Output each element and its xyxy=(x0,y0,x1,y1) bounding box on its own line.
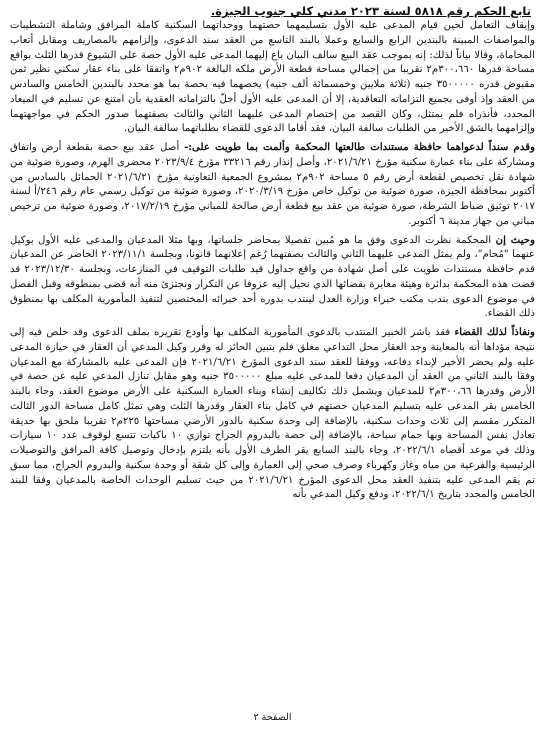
page-number: الصفحة ٢ xyxy=(253,712,292,723)
paragraph-documents xyxy=(10,140,535,230)
paragraph-text: وإيقاف التعامل لحين قيام المدعى عليه الأول بتسليمهما حصتهما ووحداتهما السكنية كاملة المرافق وشاملة التشطيبات والمواصفات المبينة بالبندين الرابع والسابع وعملا بالبند التاسع من العقد سند الدعوى، وإلزامهم بالمصاريف ومقابل أتعاب المحاماة، وقالا بياناً لذلك: إنه بموجب عقد البيع سالف البيان باع إليهما المدعى عليه الأول حصة على الشيوع قدرها الثلث بواقع مساحة قدرها ٣٠٠،٦٦٠م٢ تقريبا من إجمالي مساحة قطعة الأرض ملكه البالغة ٩٠٢م٢ واتفقا على بناء عقار سكني نظير ثمن مقبوض قدره ٣٥٠٠٠٠٠ جنيه (ثلاثة ملايين وخمسمائة ألف جنيه) يخصهما فيه بحصة بما هو محدد بالبندين الخامس والسادس من العقد وإذ أوفى بجميع التزاماته التعاقدية، إلا أن المدعى عليه الأول أخلّ بالتزاماته العقدية بأن امتنع عن تسليم في الميعاد المحدد، فأنذراه فلم يمتثل، وكان القصد من إختصام المدعى عليهما الثاني والثالث بصفتهما صدور الحكم في مواجهتهما وإلزامهما بالشق الأخير من الطلبات سالفة البيان، فقد أقاما الدعوى للقضاء بطلباتهما سالفة البيان. xyxy=(10,20,535,135)
paragraph-expert-report xyxy=(10,325,535,503)
paragraph-lead: ونفاذاً لذلك القضاء xyxy=(454,326,535,338)
paragraph-text: فقد باشر الخبير المنتدب بالدعوى المأمورية المكلف بها وأودع تقريره بملف الدعوى وقد خلص فيه إلى نتيجة مؤداها أنه بالمعاينة وجد العقار محل التداعي مغلق فلم يتبين الحائز له وقرر وكيل المدعي أن العقار في حيازة المدعى عليه ولم يحضر الأخير لإبداء دفاعه، ووفقا للعقد سند الدعوى المؤرخ ٢٠٢١/٦/٢١ فإن المدعى عليه بالمشاركة مع المدعيان وفقا بالبند الثاني من العقد أن المدعيان دفعا للمدعى عليه مبلغ ٣٥٠٠٠٠٠ جنيه وهو مقابل تنازل المدعي عليه عن حصة في الأرض وقدرها ٣٠٠،٦٦م٢ للمدعيان ويشمل ذلك تكاليف إنشاء وبناء العمارة السكنية على الأرض موضوع العقد، وجاء بالبند الخامس بقر المدعى عليه بتسليم المدعيان حصتهم في كامل بناء العقار وقدرها الثلث وهي تمثل كامل مساحة الدور الثالث المتكرر مقسم إلى ثلاث وحدات سكنية، بالإضافة إلى وحدة سكنية بالدور الأرضي مساحتها ٢٢٥م٢ تقريبا ملحق بها حديقة تعادل نفس المساحة وبها حمام سباحة، بالإضافة إلى حصة بالبدروم الجراج توازي ١٠ باكيات تتسع لوقوف عدد ١٠ سيارات وذلك في موعد أقصاه ٢٠٢٢/٦/١، وجاء بالبند السابع يقر الطرف الأول بأنه يلتزم بإدخال وتوصيل كافة المرافق والتوصيلات الرئيسية والفرعية من مياه وغاز وكهرباء وصرف صحي إلى العمارة وإلى كل شقة أو وحدة سكنية والبدروم الجراج، مما سبق تم يقم المدعى عليه بتنفيذ العقد محل الدعوى المؤرخ ٢٠٢١/٦/٢١ من حيث تسليم الوحدات الخاصة بالمدعيان وفقا للبند الخامس والمحدد بتاريخ ٢٠٢٢/٦/١، ودفع وكيل المدعي بأنه xyxy=(10,327,535,501)
paragraph-text: المحكمة نظرت الدعوى وفق ما هو مُبين تفصيلا بمحاضر جلساتها، وبها مثلا المدعيان والمدعى عليه الأول بوكيل عنهما "مُحام"، ولم يمثل المدعى عليهما الثاني والثالث بصفتهما رُغم إعلانهما قانونا، وبجلسة ٢٠٢٣/١١/١ الحاضر عن المدعيان قدم حافظة مستندات طويت على أصل شهادة من واقع جداول قيد طلبات التوقيف في المنازعات، وبجلسة ٢٠٢٣/١٢/٣٠ قد قضت هذه المحكمة بدائرة وهيئة مغايرة بقضائها الذي نحيل إليه عزوفا عن التكرار ونجتزئ منه أنه قضى بمنطوقه وقبل الفصل في موضوع الدعوى بندب مكتب خبراء وزارة العدل لينتدب بدوره أحد خبرائه المختصين لتنفيذ المأمورية المكلف بها بمنطوق ذلك القضاء. xyxy=(10,234,535,320)
paragraph-claims xyxy=(10,18,535,137)
paragraph-text: أصل عقد بيع حصة بقطعة أرض واتفاق ومشاركة على بناء عمارة سكنية مؤرخ ٢٠٢١/٦/٢١، وأصل إنذار رقم ٣٣٢١٦ مؤرخ ٢٠٢٣/٩/٤ محضرى الهرم، وصورة ضوئية من شهادة نقل تخصيص لقطعة أرض رقم ٥ مساحة ٩٠٢م٢ بمشروع الجمعية التعاونية مؤرخ ٢٠٢١/٦/٢١ الحمائل بالسادس من أكتوبر بمحافظة الجيزة، صورة ضوئية من توكيل خاص مؤرخ ٢٠٢٠/٣/١٩، وصورة ضوئية من توكيل رسمي عام رقم ٢٤٦/أ لسنة ٢٠١٧ توثيق ضباط الشرطة، صورة ضوئية من عقد بيع قطعة أرض صالحة للمباني مؤرخ ٢٠١٧/٢/١٩، وصورة ضوئية من ترخيص مباني من جهاز مدينة ٦ أكتوبر. xyxy=(10,142,535,227)
paragraph-lead: وحيث إن xyxy=(495,233,535,246)
paragraph-proceedings xyxy=(10,233,535,323)
paragraph-lead: وقدم سنداً لدعواهما حافظة مستندات طالعتها المحكمة وألمت بما طويت على:- xyxy=(184,141,535,153)
page-header: تابع الحكم رقم ٥٨١٨ لسنة ٢٠٢٣ مدني كلي جنوب الجيزة. xyxy=(210,4,531,18)
